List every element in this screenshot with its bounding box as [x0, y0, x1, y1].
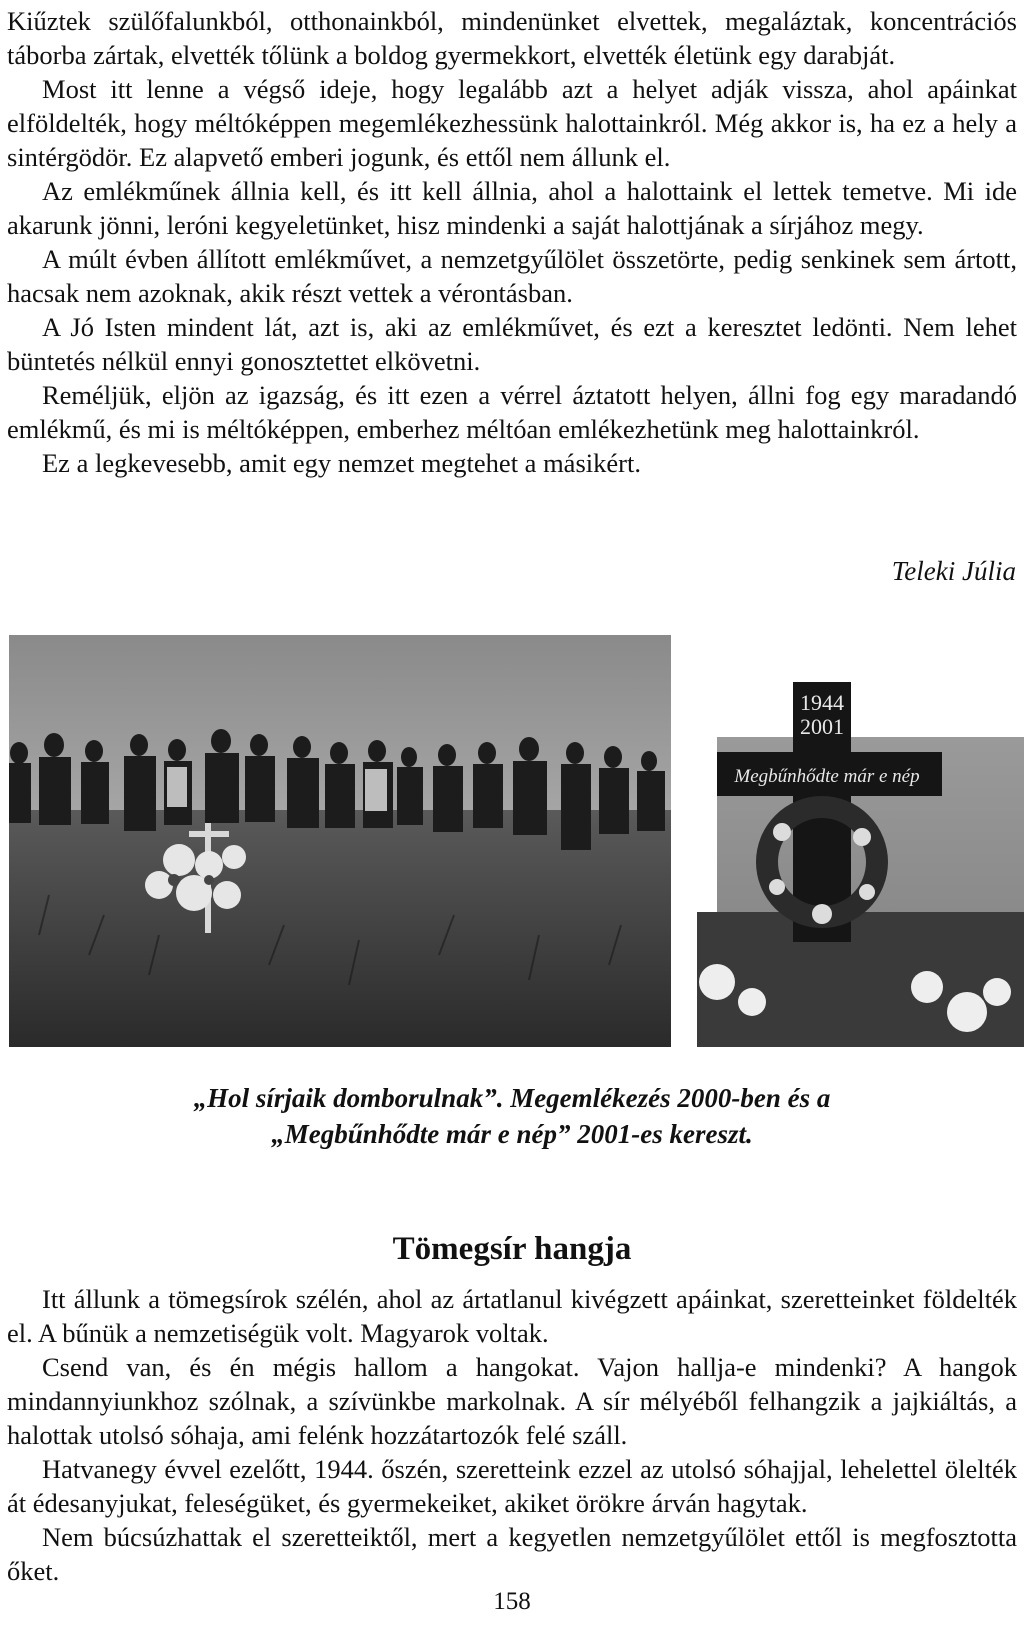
caption-line: „Hol sírjaik domborulnak”. Megemlékezés 2000-ben és a	[193, 1083, 831, 1113]
cross-inscription: Megbűnhődte már e nép	[734, 766, 920, 787]
paragraph: A Jó Isten mindent lát, azt is, aki az emlékművet, és ezt a keresztet ledönti. Nem lehet büntetés nélkül ennyi gonosztettet elkövetni.	[7, 312, 1017, 376]
paragraph: Csend van, és én mégis hallom a hangokat. Vajon hallja-e mindenki? A hangok mindannyiunkhoz szólnak, a szívünkbe markolnak. A sír mélyéből felhangzik a jajkiáltás, a halottak utolsó sóhaja, ami felénk hozzátartozók felé száll.	[7, 1352, 1017, 1450]
paragraph: A múlt évben állított emlékművet, a nemzetgyűlölet összetörte, pedig senkinek sem ártott, hacsak nem azoknak, akik részt vettek a vérontásban.	[7, 244, 1017, 308]
paragraph: Most itt lenne a végső ideje, hogy legalább azt a helyet adják vissza, ahol apáinkat elföldelték, hogy méltóképpen megemlékezhessünk halottainkról. Még akkor is, ha ez a hely a sintérgödör. Ez alapvető emberi jogunk, és ettől nem állunk el.	[7, 74, 1017, 172]
cross-years-2: 2001	[800, 714, 844, 739]
commemoration-photo-drawing	[9, 635, 671, 1047]
photo-caption	[0, 1080, 1024, 1152]
bottom-text-block	[7, 1282, 1017, 1588]
section-title: Tömegsír hangja	[392, 1231, 632, 1267]
paragraph: Kiűztek szülőfalunkból, otthonainkból, mindenünket elvettek, megaláztak, koncentrációs táborba zártak, elvették tőlünk a boldog gyermekkort, elvették életünk egy darabját.	[7, 6, 1017, 70]
commemoration-photo	[9, 635, 671, 1047]
paragraph: Az emlékműnek állnia kell, és itt kell állnia, ahol a halottaink el lettek temetve. Mi ide akarunk jönni, leróni kegyeletünket, hisz mindenki a saját halottjának a sírjához megy.	[7, 176, 1017, 240]
paragraph: Ez a legkevesebb, amit egy nemzet megtehet a másikért.	[42, 448, 641, 478]
cross-years-1: 1944	[800, 690, 844, 715]
author-signature: Teleki Júlia	[891, 556, 1016, 586]
page-number: 158	[493, 1588, 531, 1615]
top-text-block	[7, 4, 1017, 480]
paragraph: Reméljük, eljön az igazság, és itt ezen a vérrel áztatott helyen, állni fog egy maradandó emlékmű, és mi is méltóképpen, emberhez méltóan emlékezhetünk meg halottainkról.	[7, 380, 1017, 444]
memorial-cross-photo	[697, 682, 1024, 1047]
memorial-cross-drawing	[697, 682, 1024, 1047]
paragraph: Itt állunk a tömegsírok szélén, ahol az ártatlanul kivégzett apáinkat, szeretteinket földelték el. A bűnük a nemzetiségük volt. Magyarok voltak.	[7, 1284, 1017, 1348]
paragraph: Nem búcsúzhattak el szeretteiktől, mert a kegyetlen nemzetgyűlölet ettől is megfosztotta őket.	[7, 1522, 1017, 1586]
paragraph: Hatvanegy évvel ezelőtt, 1944. őszén, szeretteink ezzel az utolsó sóhajjal, lehelettel ölelték át édesanyjukat, feleségüket, és gyermekeiket, akiket örökre árván hagytak.	[7, 1454, 1017, 1518]
caption-line: „Megbűnhődte már e nép” 2001-es kereszt.	[271, 1119, 753, 1149]
